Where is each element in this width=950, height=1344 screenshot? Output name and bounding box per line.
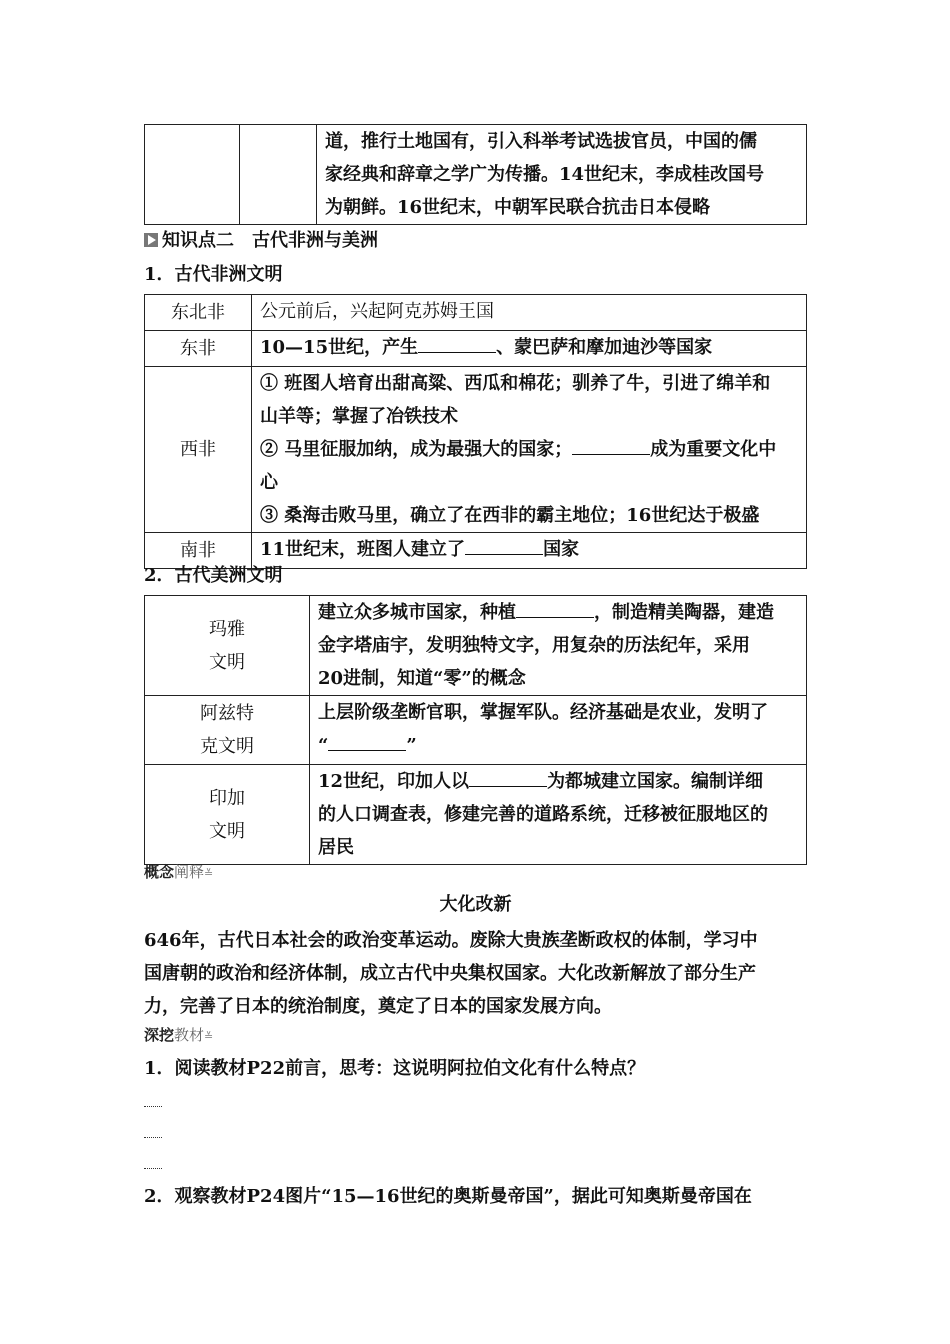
region-cell: 西非 <box>145 367 252 533</box>
fill-blank[interactable] <box>516 599 594 618</box>
double-chevron-down-icon: ≚ <box>204 1030 214 1043</box>
content-cell: 11世纪末，班图人建立了 国家 <box>252 533 807 569</box>
top-table-cell-2 <box>240 125 317 225</box>
civilization-cell: 玛雅 文明 <box>145 596 310 696</box>
concept-paragraph: 646年，古代日本社会的政治变革运动。废除大贵族垄断政权的体制，学习中 国唐朝的政治和经济体制，成立古代中央集权国家。大化改新解放了部分生产 力，完善了日本的统治制度，奠定了日本的国家发展方向。 <box>144 930 758 1017</box>
fill-blank[interactable] <box>465 536 543 555</box>
region-cell: 东北非 <box>145 295 252 331</box>
content-cell: 12世纪，印加人以 为都城建立国家。编制详细 的人口调查表，修建完善的道路系统，迁移被征服地区的 居民 <box>310 765 807 865</box>
africa-subheading: 1．古代非洲文明 <box>144 264 283 285</box>
top-table-cell-3 <box>317 125 807 225</box>
region-cell: 东非 <box>145 331 252 367</box>
america-subheading: 2．古代美洲文明 <box>144 565 283 586</box>
table-row <box>145 331 807 367</box>
top-table <box>144 124 807 225</box>
double-chevron-down-icon: ≚ <box>204 867 214 880</box>
question-1: 1．阅读教材P22前言，思考：这说明阿拉伯文化有什么特点？ <box>144 1058 646 1079</box>
answer-line[interactable] <box>144 1168 162 1169</box>
table-row <box>145 765 807 865</box>
table-row <box>145 367 807 533</box>
content-cell: 10—15世纪，产生 、蒙巴萨和摩加迪沙等国家 <box>252 331 807 367</box>
fill-blank[interactable] <box>418 334 496 353</box>
question-2: 2．观察教材P24图片“15—16世纪的奥斯曼帝国”，据此可知奥斯曼帝国在 <box>144 1186 752 1207</box>
section-title: 知识点二 古代非洲与美洲 <box>162 230 378 251</box>
fill-blank[interactable] <box>469 768 547 787</box>
region-cell: 南非 <box>145 533 252 569</box>
deep-tag: 深挖教材≚ <box>144 1026 214 1044</box>
civilization-cell: 阿兹特 克文明 <box>145 696 310 765</box>
table-row <box>145 295 807 331</box>
top-line-1: 道，推行土地国有，引入科举考试选拔官员，中国的儒 <box>325 131 757 152</box>
africa-table <box>144 294 807 569</box>
table-row <box>145 696 807 765</box>
fill-blank[interactable] <box>328 732 406 751</box>
triangle-icon <box>144 233 158 247</box>
top-table-cell-1 <box>145 125 240 225</box>
content-cell: 上层阶级垄断官职，掌握军队。经济基础是农业，发明了 “ ” <box>310 696 807 765</box>
america-table <box>144 595 807 865</box>
content-cell: ① 班图人培育出甜高粱、西瓜和棉花；驯养了牛，引进了绵羊和 山羊等；掌握了冶铁技术 ② 马里征服加纳，成为最强大的国家； 成为重要文化中 心 ③ 桑海击败马里，确立了在西非的霸主地位；16世纪达于极盛 <box>252 367 807 533</box>
answer-line[interactable] <box>144 1137 162 1138</box>
table-row <box>145 596 807 696</box>
concept-tag: 概念阐释≚ <box>144 863 214 881</box>
civilization-cell: 印加 文明 <box>145 765 310 865</box>
answer-line[interactable] <box>144 1106 162 1107</box>
section-heading <box>144 227 378 255</box>
content-cell: 建立众多城市国家，种植 ，制造精美陶器，建造 金字塔庙宇，发明独特文字，用复杂的历法纪年，采用 20进制，知道“零”的概念 <box>310 596 807 696</box>
concept-title: 大化改新 <box>439 894 512 915</box>
top-line-3: 为朝鲜。16世纪末，中朝军民联合抗击日本侵略 <box>325 197 711 218</box>
content-cell: 公元前后，兴起阿克苏姆王国 <box>252 295 807 331</box>
fill-blank[interactable] <box>572 436 650 455</box>
top-line-2: 家经典和辞章之学广为传播。14世纪末，李成桂改国号 <box>325 164 765 185</box>
